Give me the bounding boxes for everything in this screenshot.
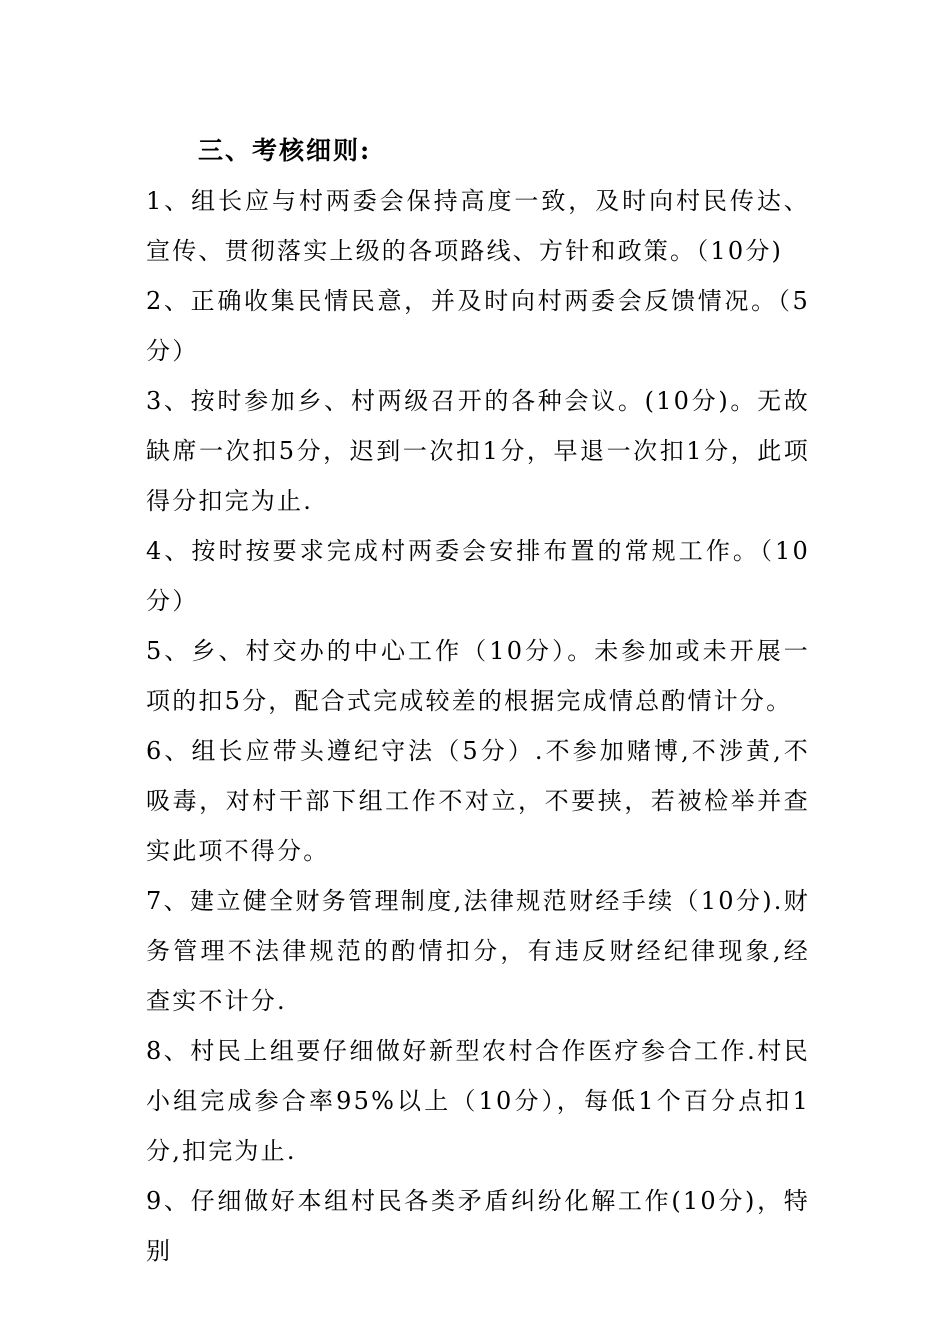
rule-item-9: 9、仔细做好本组村民各类矛盾纠纷化解工作(10分)，特别 [146,1187,810,1265]
rule-item-7: 7、建立健全财务管理制度,法律规范财经手续（10分).财务管理不法律规范的酌情扣分，有违反财经纪律现象,经查实不计分. [146,887,810,1015]
document-body [146,126,810,1276]
section-heading: 三、考核细则: [198,136,372,165]
rule-item-6: 6、组长应带头遵纪守法（5分）.不参加赌博,不涉黄,不吸毒，对村干部下组工作不对立，不要挟，若被检举并查实此项不得分。 [146,737,810,865]
rule-item-1: 1、组长应与村两委会保持高度一致，及时向村民传达、宣传、贯彻落实上级的各项路线、方针和政策。（10分) [146,187,810,265]
rule-item-2: 2、正确收集民情民意，并及时向村两委会反馈情况。（5分） [146,287,810,365]
rule-item-8: 8、村民上组要仔细做好新型农村合作医疗参合工作.村民小组完成参合率95%以上（10分），每低1个百分点扣1分,扣完为止. [146,1037,810,1165]
rule-item-5: 5、乡、村交办的中心工作（10分）。未参加或未开展一项的扣5分，配合式完成较差的根据完成情总酌情计分。 [146,637,810,715]
rule-item-4: 4、按时按要求完成村两委会安排布置的常规工作。（10分） [146,537,810,615]
rule-item-3: 3、按时参加乡、村两级召开的各种会议。(10分)。无故缺席一次扣5分，迟到一次扣1分，早退一次扣1分，此项得分扣完为止. [146,387,810,515]
